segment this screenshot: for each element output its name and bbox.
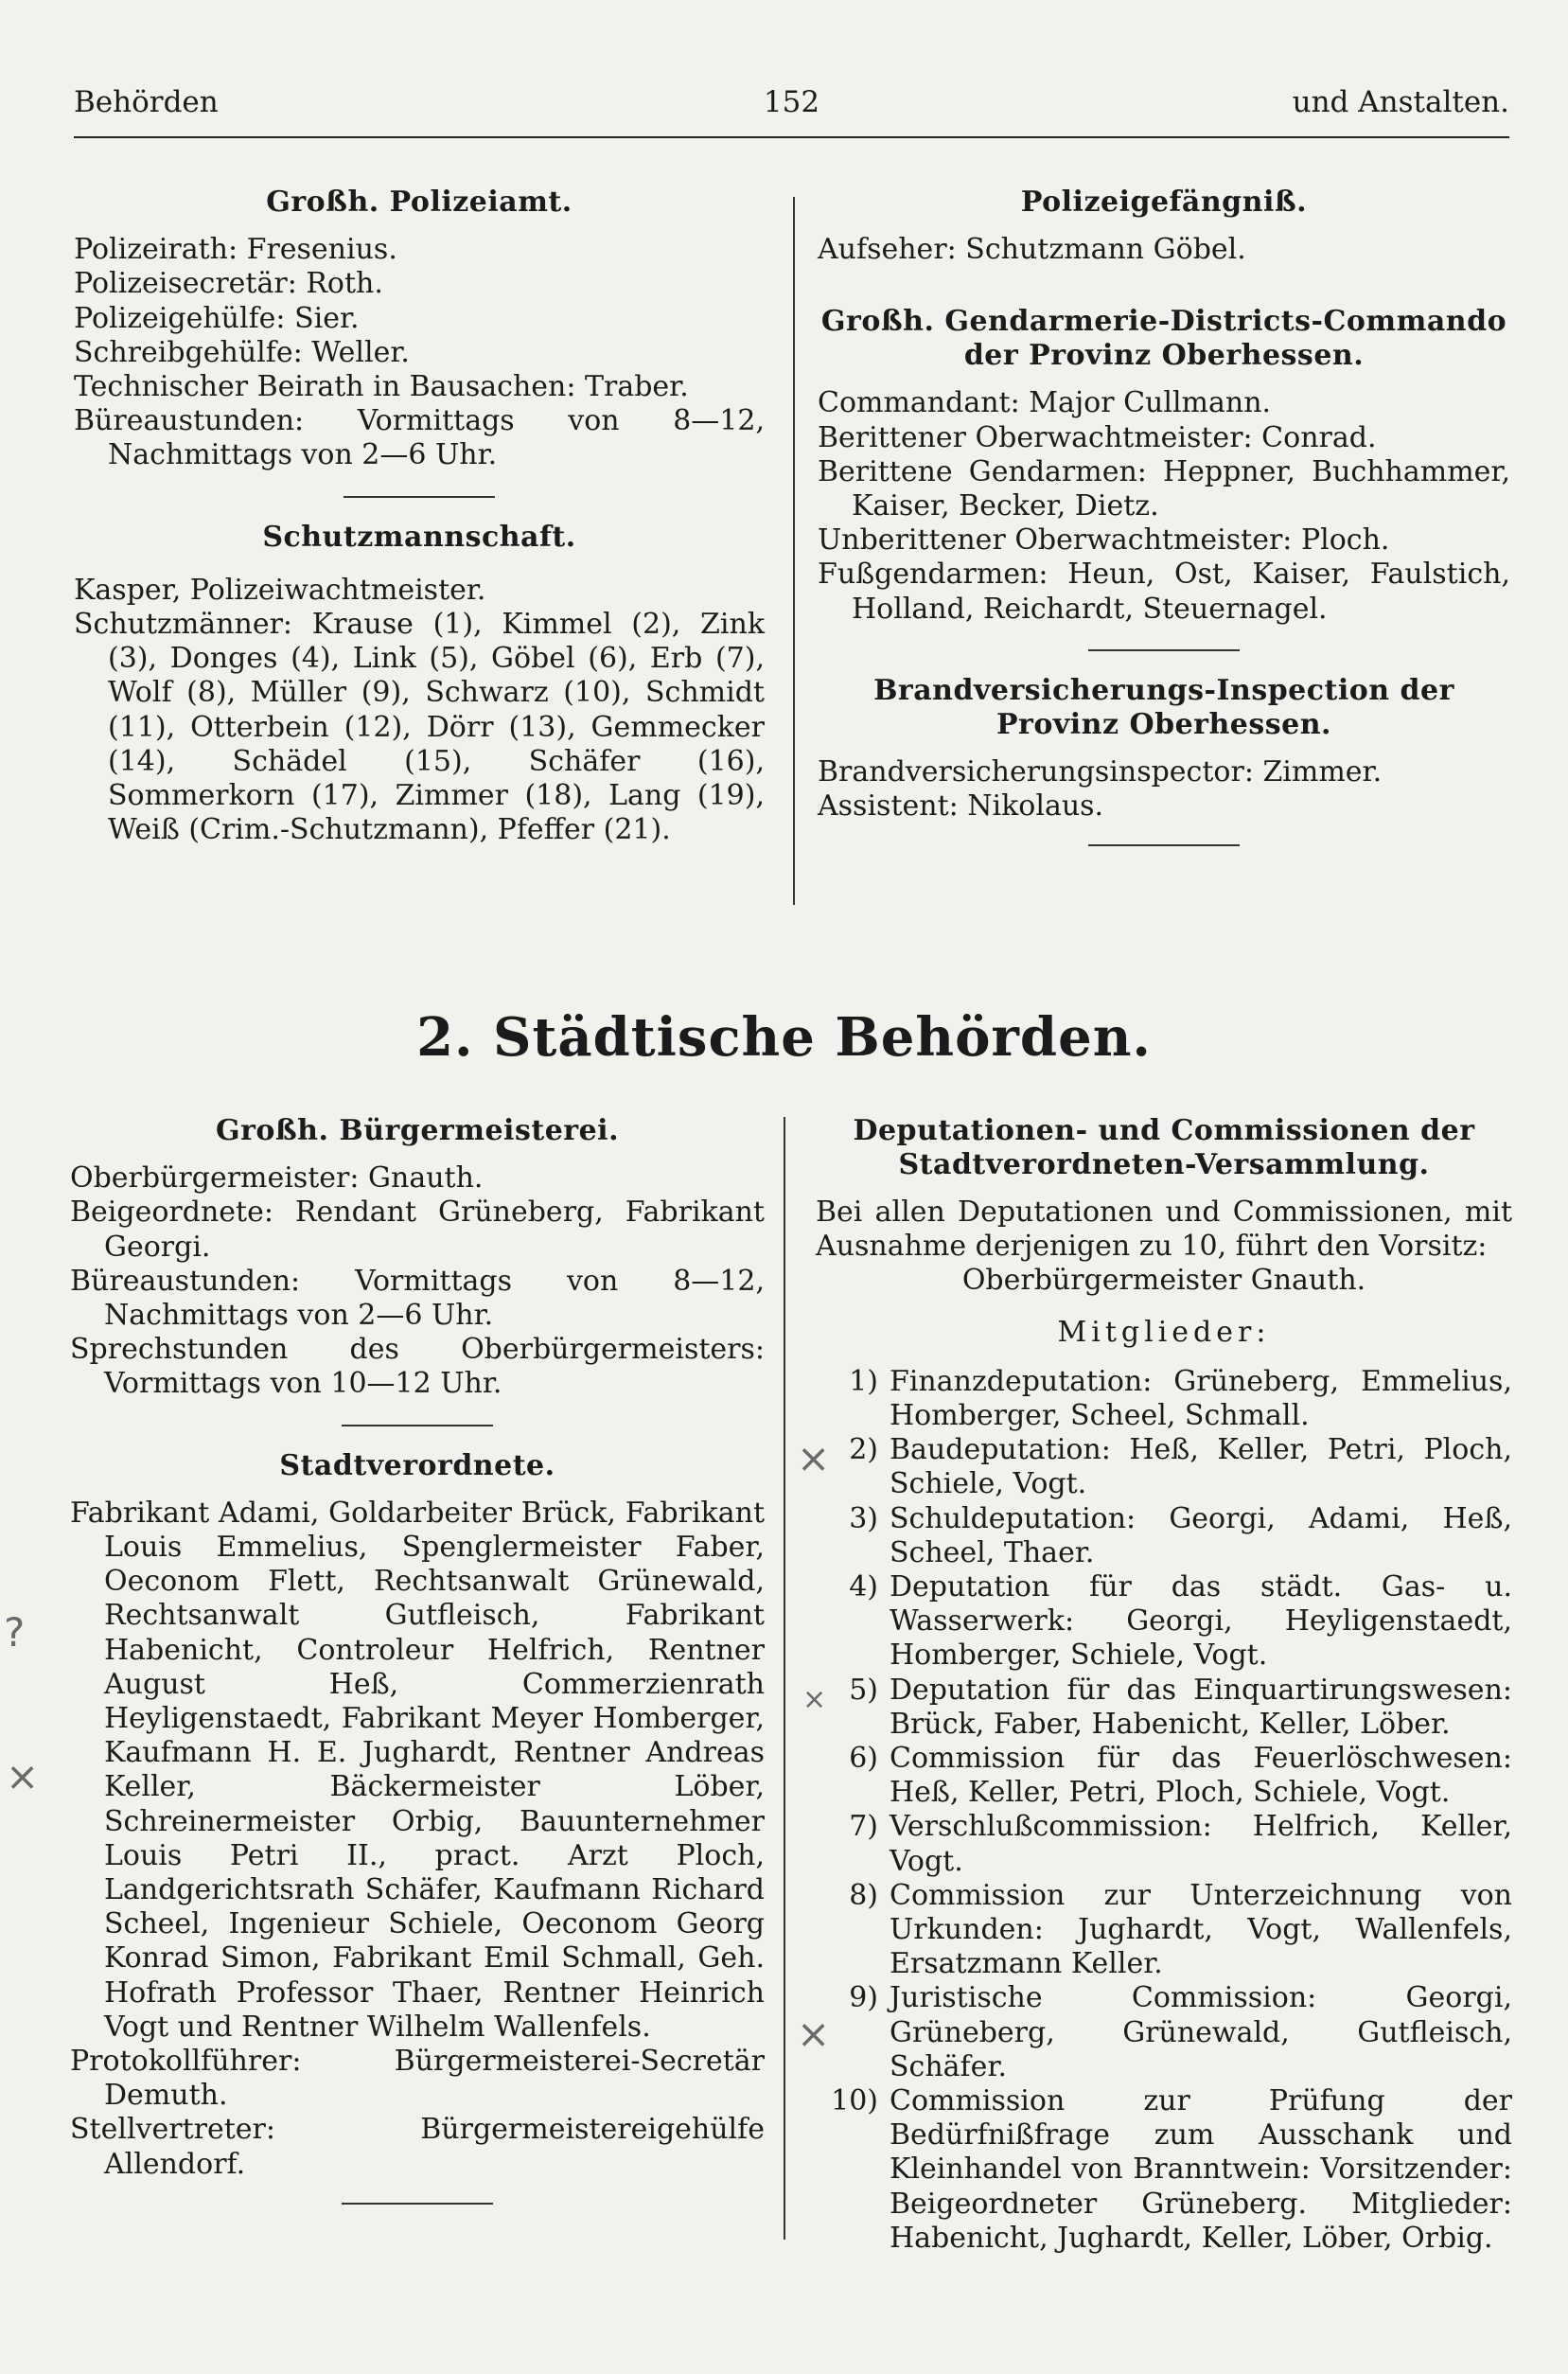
- heading-buergermeisterei: Großh. Bürgermeisterei.: [215, 1114, 620, 1147]
- deputationen-intro: Bei allen Deputationen und Commissionen, mit Ausnahme derjenigen zu 10, führt den Vorsitz:: [816, 1196, 1512, 1264]
- list-item: [816, 1674, 1512, 1742]
- item-number: 3): [849, 1501, 878, 1535]
- entry-schutzmaenner: Schutzmänner: Krause (1), Kimmel (2), Zink (3), Donges (4), Link (5), Göbel (6), Erb (7), Wolf (8), Müller (9), Schwarz (10), Schmidt (11), Otterbein (12), Dörr (13), Gemmecker (14), Schädel (15), Schäfer (16), Sommerkorn (17), Zimmer (18), Lang (19), Weiß (Crim.-Schutzmann), Pfeffer (21).: [74, 608, 765, 847]
- column-divider-top: [793, 197, 795, 905]
- deputationen-intro-name: Oberbürgermeister Gnauth.: [961, 1264, 1366, 1298]
- section-separator: [342, 2203, 493, 2205]
- top-right-column: [818, 186, 1510, 846]
- entry-bureaustunden: Büreaustunden: Vormittags von 8—12, Nachmittags von 2—6 Uhr.: [74, 404, 765, 472]
- list-item: [816, 1742, 1512, 1810]
- entry-unberittener-oberwachtmeister: Unberittener Oberwachtmeister: Ploch.: [818, 523, 1390, 558]
- entry-aufseher: Aufseher: Schutzmann Göbel.: [818, 233, 1246, 267]
- heading-stadtverordnete: Stadtverordnete.: [279, 1448, 555, 1482]
- entry-sprechstunden: Sprechstunden des Oberbürgermeisters: Vormittags von 10—12 Uhr.: [70, 1333, 765, 1401]
- top-left-column: [74, 186, 765, 847]
- item-number: 1): [849, 1364, 878, 1398]
- item-text: Commission zur Unterzeichnung von Urkunden: Jughardt, Vogt, Wallenfels, Ersatzmann Keller.: [890, 1878, 1512, 1981]
- entry-berittene-gendarmen: Berittene Gendarmen: Heppner, Buchhammer, Kaiser, Becker, Dietz.: [818, 454, 1510, 523]
- heading-polizeigefaengniss: Polizeigefängniß.: [1020, 186, 1308, 219]
- bottom-right-column: [816, 1114, 1512, 2256]
- list-item: [816, 1570, 1512, 1674]
- item-number: 4): [849, 1570, 878, 1604]
- pencil-cross-mark: ×: [797, 1435, 831, 1481]
- running-head: [74, 83, 1509, 121]
- entry-fussgendarmen: Fußgendarmen: Heun, Ost, Kaiser, Faulstich, Holland, Reichardt, Steuernagel.: [818, 558, 1510, 626]
- entry-beigeordnete: Beigeordnete: Rendant Grüneberg, Fabrikant Georgi.: [70, 1196, 765, 1264]
- heading-schutzmannschaft: Schutzmannschaft.: [262, 520, 576, 554]
- entry-technischer-beirath: Technischer Beirath in Bausachen: Traber.: [74, 370, 689, 404]
- header-rule: [74, 136, 1509, 138]
- entry-schreibgehuelfe: Schreibgehülfe: Weller.: [74, 335, 410, 369]
- entry-commandant: Commandant: Major Cullmann.: [818, 386, 1272, 420]
- pencil-cross-mark: ×: [6, 1753, 40, 1799]
- header-right: und Anstalten.: [1292, 85, 1509, 119]
- list-item: [816, 1981, 1512, 2084]
- item-number: 6): [849, 1742, 878, 1776]
- item-text: Deputation für das städt. Gas- u. Wasserwerk: Georgi, Heyligenstaedt, Homberger, Schiele, Vogt.: [890, 1570, 1512, 1673]
- entry-berittener-oberwachtmeister: Berittener Oberwachtmeister: Conrad.: [818, 420, 1377, 454]
- item-number: 2): [849, 1433, 878, 1467]
- entry-kasper: Kasper, Polizeiwachtmeister.: [74, 573, 486, 607]
- item-text: Baudeputation: Heß, Keller, Petri, Ploch, Schiele, Vogt.: [890, 1433, 1512, 1501]
- item-number: 9): [849, 1981, 878, 2015]
- header-left: Behörden: [74, 85, 219, 119]
- pencil-question-mark: ?: [4, 1609, 26, 1656]
- item-number: 7): [849, 1810, 878, 1844]
- item-text: Commission zur Prüfung der Bedürfnißfrage zum Ausschank und Kleinhandel von Branntwein: Vorsitzender: Beigeordneter Grüneberg. Mitglieder: Habenicht, Jughardt, Keller, Löber, Orbig.: [890, 2084, 1512, 2255]
- item-text: Finanzdeputation: Grüneberg, Emmelius, Homberger, Scheel, Schmall.: [890, 1364, 1512, 1433]
- entry-bureaustunden: Büreaustunden: Vormittags von 8—12, Nachmittags von 2—6 Uhr.: [70, 1264, 765, 1333]
- entry-stadtverordnete-list: Fabrikant Adami, Goldarbeiter Brück, Fabrikant Louis Emmelius, Spenglermeister Faber, Oeconom Flett, Rechtsanwalt Grünewald, Rechtsanwalt Gutfleisch, Fabrikant Habenicht, Controleur Helfrich, Rentner August Heß, Commerzienrath Heyligenstaedt, Fabrikant Meyer Homberger, Kaufmann H. E. Jughardt, Rentner Andreas Keller, Bäckermeister Löber, Schreinermeister Orbig, Bauunternehmer Louis Petri II., pract. Arzt Ploch, Landgerichtsrath Schäfer, Kaufmann Richard Scheel, Ingenieur Schiele, Oeconom Georg Konrad Simon, Fabrikant Emil Schmall, Geh. Hofrath Professor Thaer, Rentner Heinrich Vogt und Rentner Wilhelm Wallenfels.: [70, 1496, 765, 2044]
- list-item: [816, 1810, 1512, 1878]
- entry-protokollfuehrer: Protokollführer: Bürgermeisterei-Secretär Demuth.: [70, 2045, 765, 2113]
- item-text: Schuldeputation: Georgi, Adami, Heß, Scheel, Thaer.: [890, 1501, 1512, 1569]
- heading-deputationen: Deputationen- und Commissionen der Stadtverordneten-Versammlung.: [853, 1114, 1475, 1181]
- item-text: Verschlußcommission: Helfrich, Keller, Vogt.: [890, 1810, 1512, 1878]
- list-item: [816, 1365, 1512, 1433]
- item-text: Deputation für das Einquartirungswesen: Brück, Faber, Habenicht, Keller, Löber.: [890, 1673, 1512, 1741]
- heading-gendarmerie: Großh. Gendarmerie-Districts-Commando der Provinz Oberhessen.: [820, 305, 1507, 373]
- item-number: 5): [849, 1673, 878, 1707]
- list-item: [816, 1433, 1512, 1501]
- pencil-cross-mark: ×: [802, 1683, 827, 1716]
- members-heading: Mitglieder:: [1057, 1315, 1271, 1349]
- bottom-left-column: [70, 1114, 765, 2205]
- section-separator: [1088, 844, 1240, 846]
- entry-assistent: Assistent: Nikolaus.: [818, 789, 1104, 824]
- entry-brandversicherungsinspector: Brandversicherungsinspector: Zimmer.: [818, 754, 1383, 788]
- entry-polizeigehuelfe: Polizeigehülfe: Sier.: [74, 301, 360, 335]
- entry-stellvertreter: Stellvertreter: Bürgermeistereigehülfe Allendorf.: [70, 2113, 765, 2181]
- list-item: [816, 1879, 1512, 1982]
- entry-polizeisecretaer: Polizeisecretär: Roth.: [74, 267, 383, 301]
- item-text: Juristische Commission: Georgi, Grüneberg, Grünewald, Gutfleisch, Schäfer.: [890, 1981, 1512, 2083]
- item-text: Commission für das Feuerlöschwesen: Heß, Keller, Petri, Ploch, Schiele, Vogt.: [890, 1742, 1512, 1810]
- heading-brandversicherung: Brandversicherungs-Inspection der Provinz Oberhessen.: [873, 673, 1454, 741]
- item-number: 8): [849, 1878, 878, 1912]
- page-number: 152: [763, 85, 820, 119]
- list-item: [816, 1502, 1512, 1570]
- entry-oberbuergermeister: Oberbürgermeister: Gnauth.: [70, 1161, 484, 1196]
- section-title: 2. Städtische Behörden.: [416, 1006, 1152, 1069]
- column-divider-bottom: [784, 1117, 785, 2240]
- item-number: 10): [831, 2084, 878, 2118]
- pencil-cross-mark: ×: [797, 2011, 831, 2057]
- deputation-list: [816, 1365, 1512, 2256]
- entry-polizeirath: Polizeirath: Fresenius.: [74, 233, 397, 267]
- heading-polizeiamt: Großh. Polizeiamt.: [266, 186, 573, 219]
- list-item: [816, 2084, 1512, 2256]
